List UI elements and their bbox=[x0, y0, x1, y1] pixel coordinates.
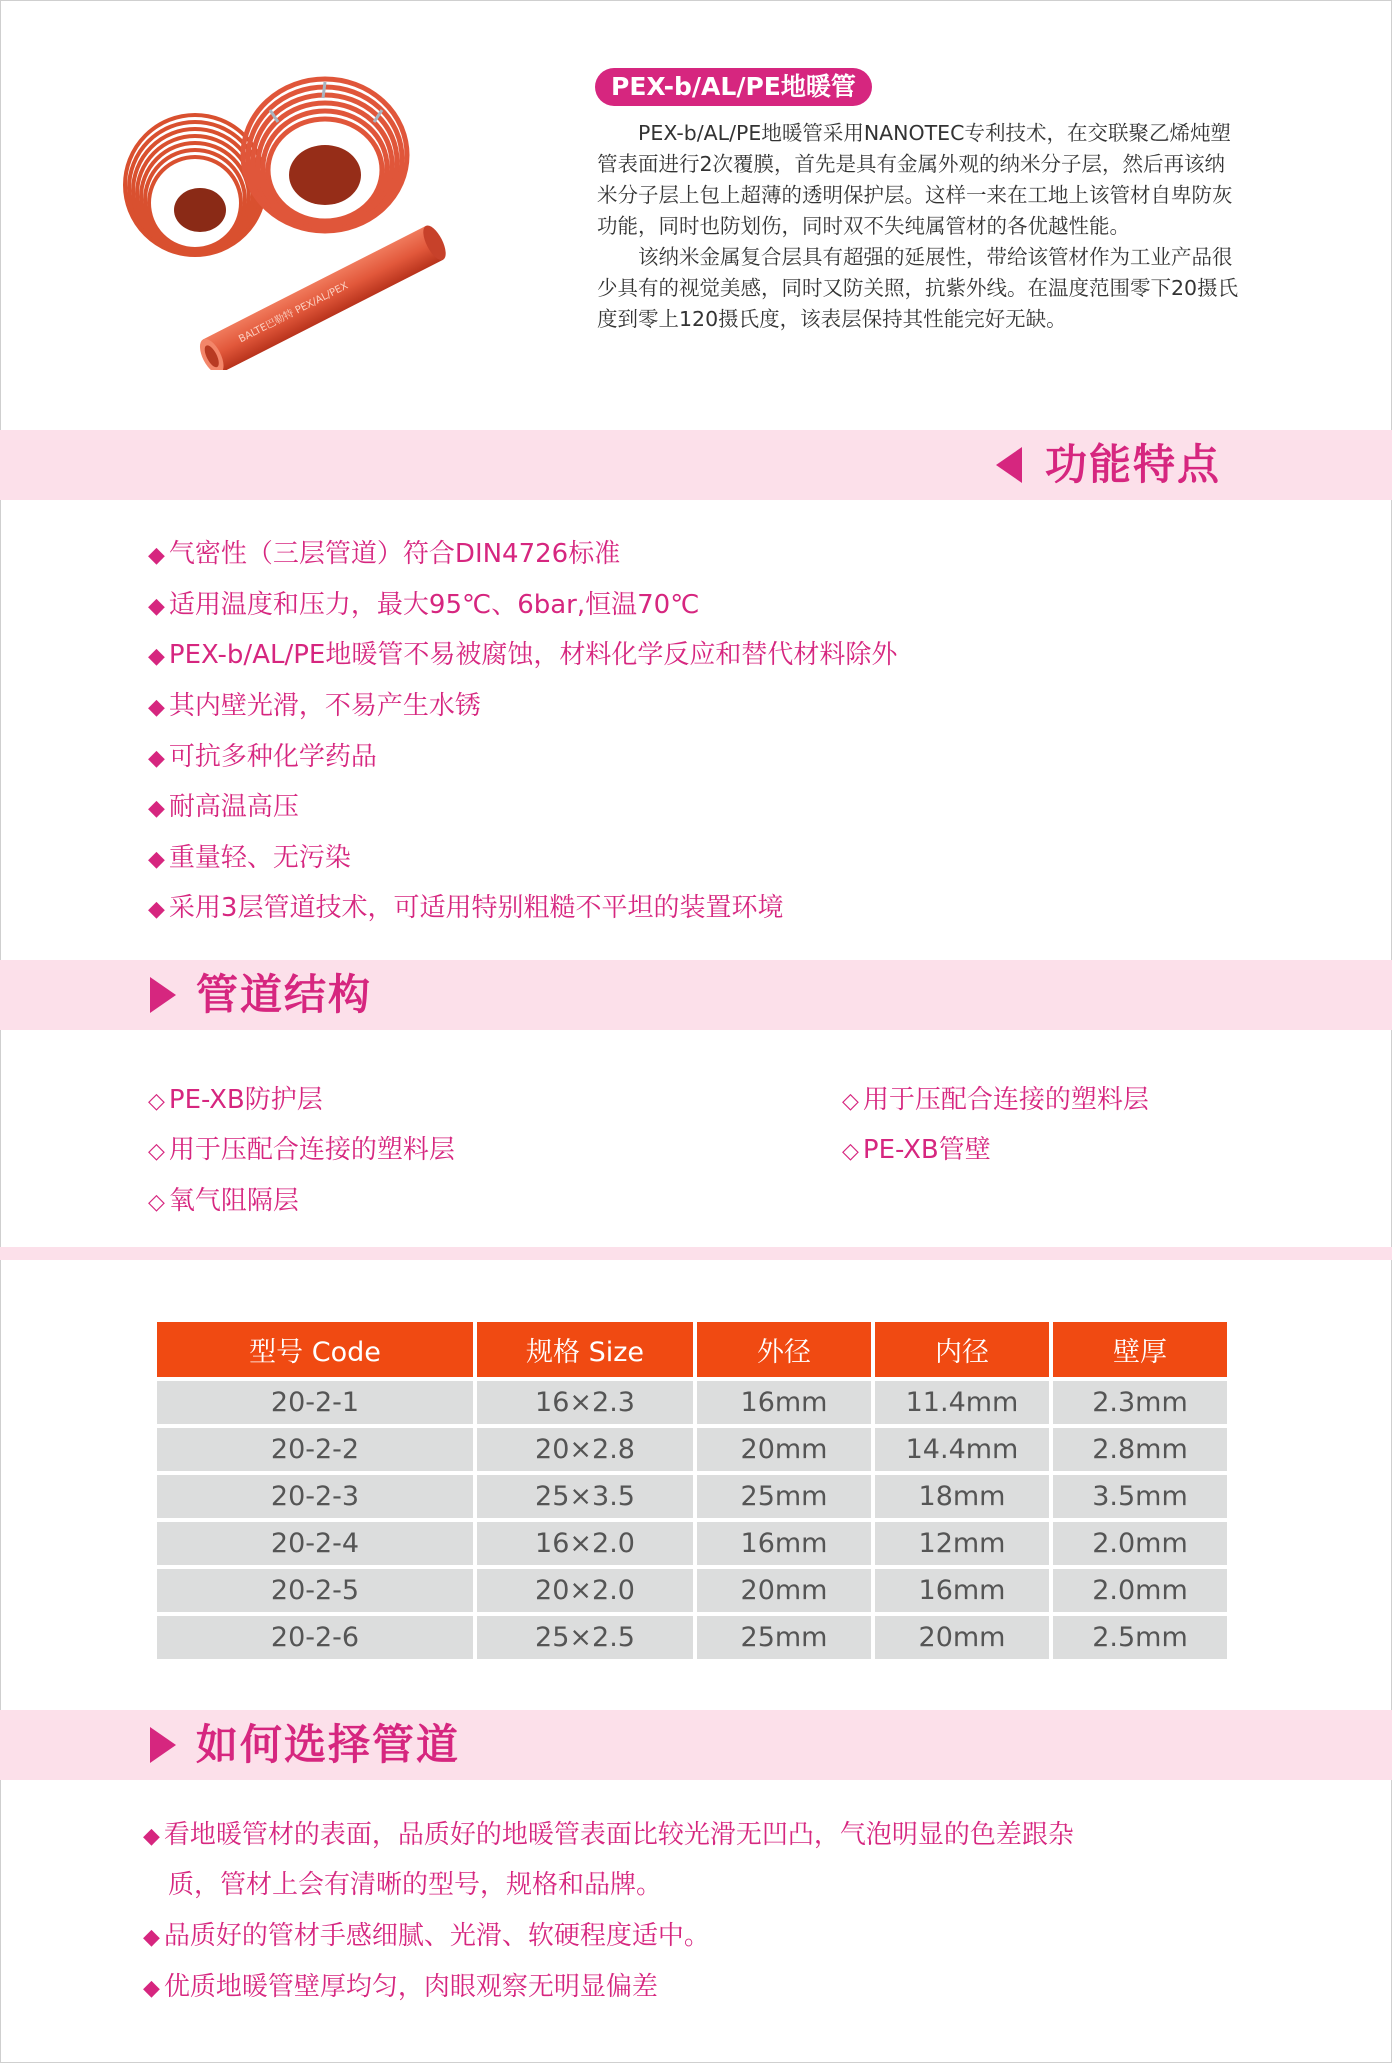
triangle-right-icon bbox=[150, 977, 176, 1013]
structure-item: ◇ 用于压配合连接的塑料层 bbox=[148, 1135, 455, 1165]
cell-outer: 16mm bbox=[697, 1522, 871, 1565]
cell-wall: 2.0mm bbox=[1053, 1522, 1227, 1565]
structure-title: 管道结构 bbox=[196, 970, 373, 1019]
cell-outer: 16mm bbox=[697, 1381, 871, 1424]
diamond-bullet-icon: ◆ bbox=[143, 1824, 160, 1849]
pipe-print-text: BALTE巴勒特 PEX/AL/PEX bbox=[237, 280, 350, 346]
diamond-bullet-icon: ◆ bbox=[148, 695, 165, 720]
choose-item-continuation: 质，管材上会有清晰的型号，规格和品牌。 bbox=[168, 1870, 663, 1900]
cell-outer: 25mm bbox=[697, 1475, 871, 1518]
header-size: 规格 Size bbox=[477, 1322, 693, 1377]
cell-code: 20-2-4 bbox=[157, 1522, 473, 1565]
cell-wall: 2.8mm bbox=[1053, 1428, 1227, 1471]
structure-item: ◇ 氧气阻隔层 bbox=[148, 1186, 299, 1216]
diamond-bullet-icon: ◆ bbox=[148, 644, 165, 669]
cell-wall: 2.5mm bbox=[1053, 1616, 1227, 1659]
table-row bbox=[157, 1616, 1227, 1659]
cell-code: 20-2-5 bbox=[157, 1569, 473, 1612]
cell-size: 16×2.0 bbox=[477, 1522, 693, 1565]
cell-outer: 25mm bbox=[697, 1616, 871, 1659]
cell-wall: 3.5mm bbox=[1053, 1475, 1227, 1518]
intro-paragraph-1: PEX-b/AL/PE地暖管采用NANOTEC专利技术，在交联聚乙烯炖塑管表面进行2次覆膜，首先是具有金属外观的纳米分子层，然后再该纳米分子层上包上超薄的透明保护层。这样一来在工地上该管材自卑防灰功能，同时也防划伤，同时双不失纯属管材的各优越性能。 bbox=[597, 121, 1233, 238]
cell-size: 16×2.3 bbox=[477, 1381, 693, 1424]
intro-text bbox=[597, 118, 1242, 335]
feature-item: ◆ PEX-b/AL/PE地暖管不易被腐蚀，材料化学反应和替代材料除外 bbox=[148, 640, 898, 670]
cell-code: 20-2-3 bbox=[157, 1475, 473, 1518]
feature-item: ◆ 耐高温高压 bbox=[148, 792, 299, 822]
structure-item: ◇ PE-XB管壁 bbox=[842, 1135, 991, 1165]
diamond-bullet-icon: ◆ bbox=[143, 1976, 160, 2001]
cell-inner: 12mm bbox=[875, 1522, 1049, 1565]
cell-code: 20-2-2 bbox=[157, 1428, 473, 1471]
cell-code: 20-2-1 bbox=[157, 1381, 473, 1424]
table-row bbox=[157, 1428, 1227, 1471]
cell-inner: 14.4mm bbox=[875, 1428, 1049, 1471]
feature-item: ◆ 采用3层管道技术，可适用特别粗糙不平坦的装置环境 bbox=[148, 893, 784, 923]
diamond-bullet-icon: ◆ bbox=[148, 796, 165, 821]
diamond-bullet-icon: ◆ bbox=[148, 897, 165, 922]
header-inner-diameter: 内径 bbox=[875, 1322, 1049, 1377]
pipe-coil-image bbox=[120, 70, 540, 370]
diamond-bullet-icon: ◆ bbox=[148, 543, 165, 568]
hollow-diamond-bullet-icon: ◇ bbox=[148, 1190, 165, 1215]
diamond-bullet-icon: ◆ bbox=[148, 594, 165, 619]
features-title: 功能特点 bbox=[1045, 440, 1222, 489]
feature-item: ◆ 其内壁光滑，不易产生水锈 bbox=[148, 691, 481, 721]
intro-paragraph-2: 该纳米金属复合层具有超强的延展性，带给该管材作为工业产品很少具有的视觉美感，同时又防关照，抗紫外线。在温度范围零下20摄氏度到零上120摄氏度，该表层保持其性能完好无缺。 bbox=[597, 245, 1239, 331]
cell-wall: 2.0mm bbox=[1053, 1569, 1227, 1612]
feature-item: ◆ 重量轻、无污染 bbox=[148, 843, 351, 873]
table-header-row bbox=[157, 1322, 1227, 1377]
cell-inner: 11.4mm bbox=[875, 1381, 1049, 1424]
table-row bbox=[157, 1381, 1227, 1424]
cell-outer: 20mm bbox=[697, 1428, 871, 1471]
cell-inner: 18mm bbox=[875, 1475, 1049, 1518]
cell-size: 25×2.5 bbox=[477, 1616, 693, 1659]
triangle-left-icon bbox=[996, 447, 1022, 483]
choose-item: ◆ 看地暖管材的表面，品质好的地暖管表面比较光滑无凹凸，气泡明显的色差跟杂 bbox=[143, 1820, 1074, 1850]
hollow-diamond-bullet-icon: ◇ bbox=[148, 1089, 165, 1114]
features-band bbox=[0, 430, 1392, 500]
hollow-diamond-bullet-icon: ◇ bbox=[842, 1139, 859, 1164]
choose-band bbox=[0, 1710, 1392, 1780]
diamond-bullet-icon: ◆ bbox=[148, 746, 165, 771]
table-row bbox=[157, 1522, 1227, 1565]
structure-item: ◇ PE-XB防护层 bbox=[148, 1085, 323, 1115]
choose-title: 如何选择管道 bbox=[196, 1720, 461, 1769]
header-wall-thickness: 壁厚 bbox=[1053, 1322, 1227, 1377]
structure-item: ◇ 用于压配合连接的塑料层 bbox=[842, 1085, 1149, 1115]
cell-wall: 2.3mm bbox=[1053, 1381, 1227, 1424]
cell-size: 20×2.8 bbox=[477, 1428, 693, 1471]
choose-item: ◆ 品质好的管材手感细腻、光滑、软硬程度适中。 bbox=[143, 1921, 710, 1951]
cell-inner: 16mm bbox=[875, 1569, 1049, 1612]
header-outer-diameter: 外径 bbox=[697, 1322, 871, 1377]
structure-band bbox=[0, 960, 1392, 1030]
cell-code: 20-2-6 bbox=[157, 1616, 473, 1659]
header-code: 型号 Code bbox=[157, 1322, 473, 1377]
cell-size: 20×2.0 bbox=[477, 1569, 693, 1612]
feature-item: ◆ 适用温度和压力，最大95℃、6bar,恒温70℃ bbox=[148, 590, 700, 620]
intro-title: PEX-b/AL/PE地暖管 bbox=[595, 68, 872, 106]
divider-band bbox=[0, 1247, 1392, 1260]
triangle-right-icon bbox=[150, 1727, 176, 1763]
feature-item: ◆ 气密性（三层管道）符合DIN4726标准 bbox=[148, 539, 621, 569]
cell-size: 25×3.5 bbox=[477, 1475, 693, 1518]
table-row bbox=[157, 1475, 1227, 1518]
choose-item: ◆ 优质地暖管壁厚均匀，肉眼观察无明显偏差 bbox=[143, 1972, 658, 2002]
diamond-bullet-icon: ◆ bbox=[143, 1925, 160, 1950]
hollow-diamond-bullet-icon: ◇ bbox=[148, 1139, 165, 1164]
feature-item: ◆ 可抗多种化学药品 bbox=[148, 742, 377, 772]
hollow-diamond-bullet-icon: ◇ bbox=[842, 1089, 859, 1114]
diamond-bullet-icon: ◆ bbox=[148, 847, 165, 872]
cell-outer: 20mm bbox=[697, 1569, 871, 1612]
cell-inner: 20mm bbox=[875, 1616, 1049, 1659]
spec-table bbox=[153, 1318, 1231, 1663]
table-row bbox=[157, 1569, 1227, 1612]
